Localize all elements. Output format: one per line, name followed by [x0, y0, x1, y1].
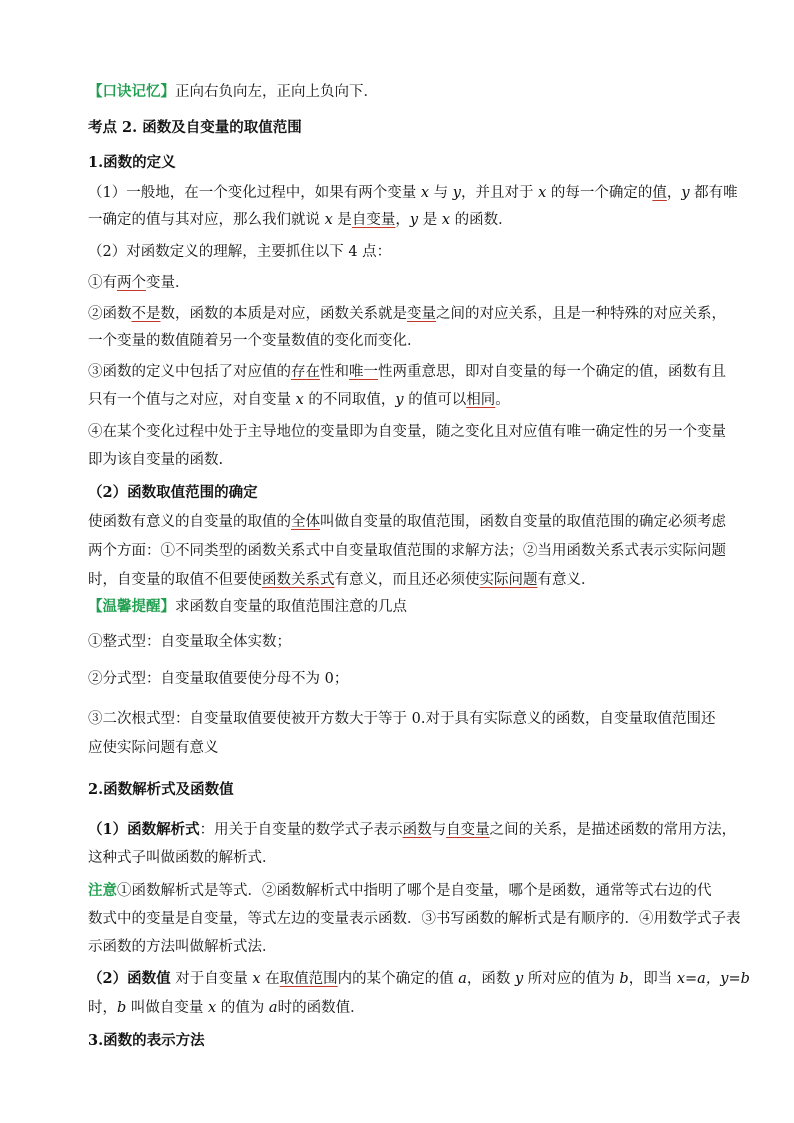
- tip-reminder: [88, 597, 407, 617]
- note-line2: 数式中的变量是自变量，等式左边的变量表示函数．③书写函数的解析式是有顺序的．④用数学式子表: [88, 911, 741, 927]
- range-line1: 使函数有意义的自变量的取值的全体叫做自变量的取值范围，函数自变量的取值范围的确定必须考虑: [88, 514, 726, 530]
- heading-representation: 3.函数的表示方法: [88, 1032, 205, 1049]
- definition-p2: （2）对函数定义的理解，主要抓住以下 4 点：: [88, 244, 392, 260]
- function-value-line1: （2）函数值 对于自变量 x 在取值范围内的某个确定的值 a，函数 y 所对应的值为 b，即当 x=a，y=b: [88, 970, 750, 987]
- range-line2: 两个方面：①不同类型的函数关系式中自变量取值范围的求解方法；②当用函数关系式表示实际问题: [88, 543, 726, 559]
- reminder-item-2: ②分式型：自变量取值要使分母不为 0；: [88, 671, 349, 687]
- reminder-item-3-line2: 应使实际问题有意义: [88, 740, 219, 756]
- definition-p1-line2: 一确定的值与其对应，那么我们就说 x 是自变量，y 是 x 的函数．: [88, 212, 513, 228]
- analytic-p1-line2: 这种式子叫做函数的解析式．: [88, 850, 277, 866]
- analytic-p1-line1: （1）函数解析式：用关于自变量的数学式子表示函数与自变量之间的关系，是描述函数的常用方法，: [88, 821, 737, 838]
- tip-tag: 【温馨提醒】: [88, 598, 175, 615]
- point-4-line1: ④在某个变化过程中处于主导地位的变量即为自变量，随之变化且对应值有唯一确定性的另一个变量: [88, 424, 726, 440]
- note-tag: 注意: [88, 882, 117, 899]
- point-2-line2: 一个变量的数值随着另一个变量数值的变化而变化．: [88, 333, 422, 349]
- reminder-item-3-line1: ③二次根式型：自变量取值要使被开方数大于等于 0.对于具有实际意义的函数，自变量取值范围还: [88, 711, 716, 727]
- tip-text: 正向右负向左，正向上负向下．: [175, 84, 378, 100]
- heading-analytic: 2.函数解析式及函数值: [88, 781, 234, 798]
- point-4-line2: 即为该自变量的函数.: [88, 452, 224, 468]
- note-line3: 示函数的方法叫做解析式法．: [88, 939, 277, 955]
- point-3-line1: ③函数的定义中包括了对应值的存在性和唯一性两重意思，即对自变量的每一个确定的值，函数有且: [88, 364, 726, 380]
- section-title: 考点 2. 函数及自变量的取值范围: [88, 119, 302, 136]
- tip-text: 求函数自变量的取值范围注意的几点: [175, 599, 407, 615]
- range-line3: 时，自变量的取值不但要使函数关系式有意义，而且还必须使实际问题有意义．: [88, 572, 596, 588]
- note-line1: 注意①函数解析式是等式．②函数解析式中指明了哪个是自变量，哪个是函数，通常等式右边的代: [88, 882, 712, 899]
- point-2-line1: ②函数不是数，函数的本质是对应，函数关系就是变量之间的对应关系，且是一种特殊的对应关系，: [88, 306, 726, 322]
- function-value-line2: 时，b 叫做自变量 x 的值为 a时的函数值．: [88, 1000, 365, 1016]
- tip-tag: 【口诀记忆】: [88, 83, 175, 100]
- heading-definition: 1.函数的定义: [88, 154, 176, 171]
- heading-range: （2）函数取值范围的确定: [88, 484, 258, 501]
- reminder-item-1: ①整式型：自变量取全体实数；: [88, 634, 291, 650]
- definition-p1-line1: （1）一般地，在一个变化过程中，如果有两个变量 x 与 y，并且对于 x 的每一个确定的值，y 都有唯: [88, 185, 738, 201]
- point-3-line2: 只有一个值与之对应，对自变量 x 的不同取值，y 的值可以相同。: [88, 392, 510, 408]
- point-1: ①有两个变量．: [88, 275, 190, 291]
- tip-mnemonic: [88, 82, 378, 102]
